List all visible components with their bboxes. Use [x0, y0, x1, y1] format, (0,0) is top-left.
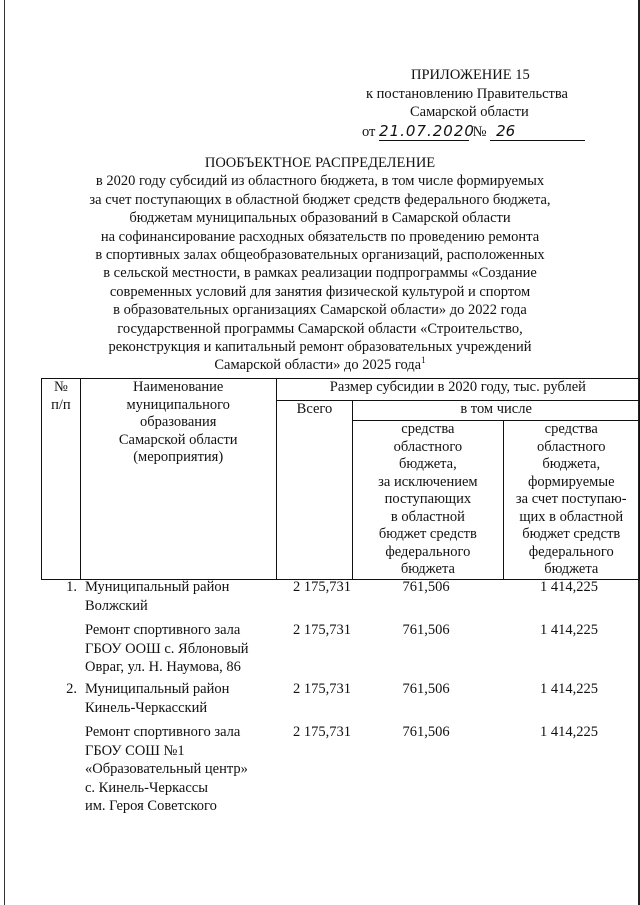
appendix-number: ПРИЛОЖЕНИЕ 15 — [411, 67, 530, 83]
row-federal: 1 414,225 — [540, 681, 598, 697]
header-num-line: № — [53, 379, 68, 395]
row-federal: 1 414,225 — [540, 622, 598, 638]
title-line: ПООБЪЕКТНОЕ РАСПРЕДЕЛЕНИЕ — [204, 155, 436, 171]
row-name-line: им. Героя Советского — [85, 798, 217, 814]
row-name-line: ГБОУ СОШ №1 — [85, 742, 185, 759]
header-num — [42, 379, 81, 580]
row-name — [85, 723, 275, 816]
row-name-line: Муниципальный район — [85, 681, 230, 697]
header-name-line: образования — [139, 414, 217, 430]
handwritten-number: 26 — [490, 122, 585, 142]
header-regional-line: федерального — [385, 543, 471, 560]
row-federal: 1 414,225 — [540, 724, 598, 740]
header-subsidy: Размер субсидии в 2020 году, тыс. рублей — [276, 379, 639, 401]
header-regional-line: бюджета — [400, 561, 455, 577]
row-name-line: Кинель-Черкасский — [85, 699, 208, 716]
header-name-line: Наименование — [133, 379, 224, 395]
row-regional: 761,506 — [402, 622, 450, 638]
row-total: 2 175,731 — [293, 579, 351, 595]
title-line: государственной программы Самарской области «Строительство, — [117, 320, 523, 337]
row-name — [85, 578, 275, 615]
appendix-block — [340, 66, 600, 141]
title-line: на софинансирование расходных обязательств по проведению ремонта — [100, 228, 540, 245]
header-federal-line: за счет поступаю- — [515, 491, 627, 507]
row-regional: 761,506 — [402, 579, 450, 595]
row-name-line: Муниципальный район — [85, 579, 230, 595]
row-name-line: Овраг, ул. Н. Наумова, 86 — [85, 659, 241, 675]
header-regional-line: за исключением — [378, 473, 478, 490]
header-federal-line: бюджета — [544, 561, 599, 577]
appendix-date-line — [340, 122, 600, 142]
row-name-line: Ремонт спортивного зала — [85, 724, 241, 740]
number-label: № — [472, 123, 487, 140]
row-name-line: «Образовательный центр» — [85, 761, 248, 777]
document-title — [40, 154, 600, 375]
header-num-line: п/п — [51, 396, 71, 413]
row-regional: 761,506 — [402, 724, 450, 740]
title-line: в сельской местности, в рамках реализации подпрограммы «Создание — [103, 265, 537, 282]
handwritten-date: 21.07.2020 — [379, 121, 475, 140]
header-regional-line: в областной — [390, 508, 465, 525]
header-federal-line: бюджет средств — [522, 526, 621, 542]
title-line: в спортивных залах общеобразовательных организаций, расположенных — [95, 247, 545, 264]
title-line: в образовательных организациях Самарской области» до 2022 года — [113, 302, 527, 319]
header-federal-line: федерального — [528, 543, 614, 560]
header-total: Всего — [276, 401, 353, 580]
subsidy-table-header — [41, 378, 640, 580]
header-regional-line: средства — [401, 421, 455, 437]
row-name — [85, 680, 275, 717]
appendix-resolution: к постановлению Правительства — [366, 85, 568, 102]
header-regional-line: областного — [393, 438, 463, 455]
title-line-last — [40, 356, 600, 374]
row-number: 1. — [66, 579, 77, 595]
header-regional-line: бюджета, — [399, 456, 457, 472]
header-regional — [353, 421, 503, 580]
scan-left-edge — [4, 0, 5, 905]
title-line: в 2020 году субсидий из областного бюджета, в том числе формируемых — [95, 173, 545, 190]
title-line: реконструкция и капитальный ремонт образовательных учреждений — [108, 339, 532, 356]
row-regional: 761,506 — [402, 681, 450, 697]
from-label: от — [362, 123, 376, 140]
header-federal-line: средства — [544, 421, 598, 437]
header-federal-line: бюджета, — [542, 456, 601, 472]
row-total: 2 175,731 — [293, 622, 351, 638]
title-line-text: Самарской области» до 2025 года — [214, 357, 422, 374]
appendix-region: Самарской области — [410, 104, 529, 120]
header-federal — [503, 421, 639, 580]
row-total: 2 175,731 — [293, 681, 351, 697]
header-name-line: (мероприятия) — [133, 449, 224, 465]
row-name-line: Ремонт спортивного зала — [85, 622, 241, 638]
header-name — [80, 379, 276, 580]
row-name-line: ГБОУ ООШ с. Яблоновый — [85, 640, 249, 657]
row-name-line: с. Кинель-Черкассы — [85, 779, 208, 796]
header-federal-line: формируемые — [527, 473, 615, 490]
header-name-line: муниципального — [126, 396, 230, 413]
header-regional-line: поступающих — [384, 491, 472, 507]
row-name — [85, 621, 275, 677]
header-federal-line: щих в областной — [519, 508, 624, 525]
header-name-line: Самарской области — [118, 431, 238, 448]
footnote-mark: 1 — [421, 355, 426, 366]
row-number: 2. — [66, 681, 77, 697]
title-line: современных условий для занятия физической культурой и спортом — [109, 283, 531, 300]
title-line: бюджетам муниципальных образований в Самарской области — [129, 210, 511, 227]
title-line: за счет поступающих в областной бюджет средств федерального бюджета, — [89, 191, 551, 208]
header-regional-line: бюджет средств — [378, 526, 477, 542]
header-federal-line: областного — [536, 438, 606, 455]
row-name-line: Волжский — [85, 597, 148, 614]
row-federal: 1 414,225 — [540, 579, 598, 595]
header-including: в том числе — [353, 401, 640, 421]
row-total: 2 175,731 — [293, 724, 351, 740]
